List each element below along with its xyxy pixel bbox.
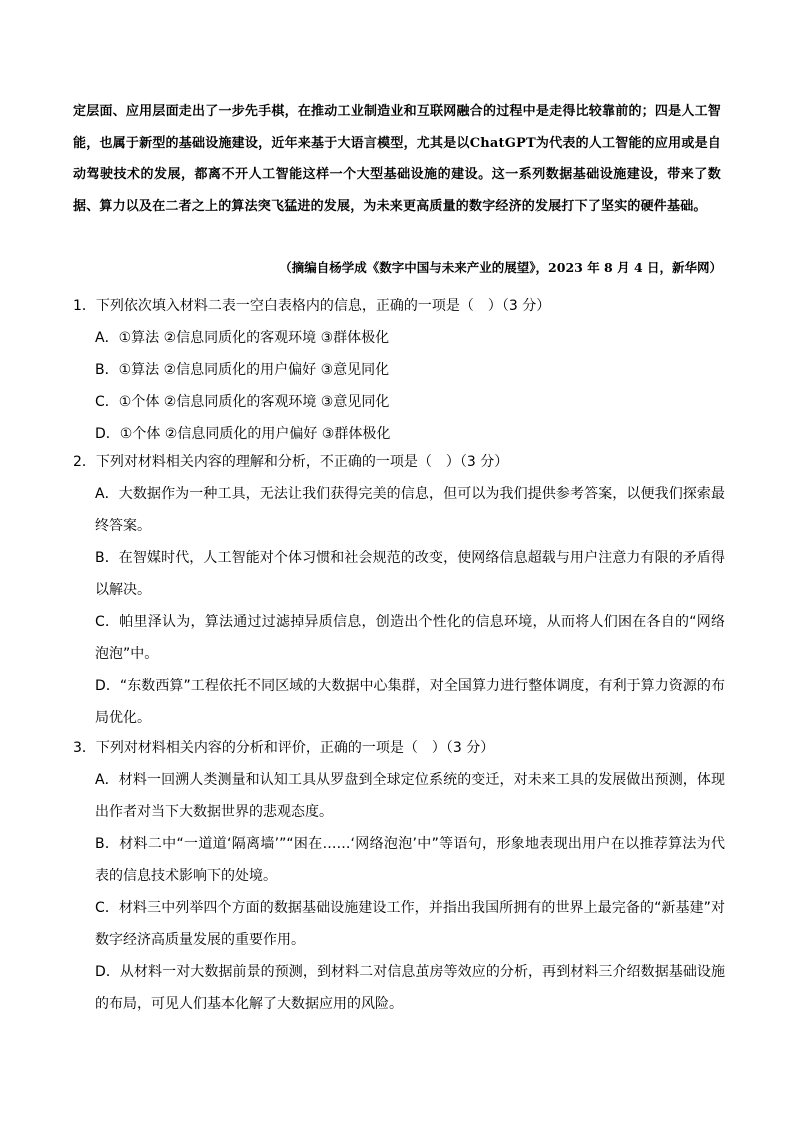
option-a: A．大数据作为一种工具，无法让我们获得完美的信息，但可以为我们提供参考答案，以便我们探索最终答案。 xyxy=(95,486,725,534)
option-b: B．①算法 ②信息同质化的用户偏好 ③意见同化 xyxy=(95,362,390,378)
option-c: C．材料三中列举四个方面的数据基础设施建设工作，并指出我国所拥有的世界上最完备的“新基建”对数字经济高质量发展的重要作用。 xyxy=(95,900,725,948)
passage-source: （摘编自杨学成《数字中国与未来产业的展望》，2023 年 8 月 4 日，新华网） xyxy=(279,260,722,275)
option-d: D．“东数西算”工程依托不同区域的大数据中心集群，对全国算力进行整体调度，有利于算力资源的布局优化。 xyxy=(95,678,725,726)
option-b: B．材料二中“一道道‘隔离墙’”“困在……‘网络泡泡’中”等语句，形象地表现出用户在以推荐算法为代表的信息技术影响下的处境。 xyxy=(95,836,725,884)
question-stem: 2．下列对材料相关内容的理解和分析，不正确的一项是（ ）（3 分） xyxy=(73,454,509,470)
question-1 xyxy=(73,290,725,450)
question-2 xyxy=(73,446,725,734)
question-stem: 3．下列对材料相关内容的分析和评价，正确的一项是（ ）（3 分） xyxy=(73,740,495,756)
option-c: C．帕里泽认为，算法通过过滤掉异质信息，创造出个性化的信息环境，从而将人们困在各自的“网络泡泡”中。 xyxy=(95,614,725,662)
question-stem: 1．下列依次填入材料二表一空白表格内的信息，正确的一项是（ ）（3 分） xyxy=(73,298,551,314)
option-b: B．在智媒时代，人工智能对个体习惯和社会规范的改变，使网络信息超载与用户注意力有限的矛盾得以解决。 xyxy=(95,550,725,598)
option-c: C．①个体 ②信息同质化的客观环境 ③意见同化 xyxy=(95,394,390,410)
option-d: D．从材料一对大数据前景的预测，到材料二对信息茧房等效应的分析，再到材料三介绍数据基础设施的布局，可见人们基本化解了大数据应用的风险。 xyxy=(95,964,725,1012)
option-d: D．①个体 ②信息同质化的用户偏好 ③群体极化 xyxy=(95,426,391,442)
option-a: A．①算法 ②信息同质化的客观环境 ③群体极化 xyxy=(95,330,390,346)
question-3 xyxy=(73,732,725,1020)
passage-text: 定层面、应用层面走出了一步先手棋，在推动工业制造业和互联网融合的过程中是走得比较靠前的；四是人工智能，也属于新型的基础设施建设，近年来基于大语言模型，尤其是以ChatGPT为代表的人工智能的应用或是自动驾驶技术的发展，都离不开人工智能这样一个大型基础设施的建设。这一系列数据基础设施建设，带来了数据、算力以及在二者之上的算法突飞猛进的发展，为未来更高质量的数字经济的发展打下了坚实的硬件基础。 xyxy=(73,104,721,214)
option-a: A．材料一回溯人类测量和认知工具从罗盘到全球定位系统的变迁，对未来工具的发展做出预测，体现出作者对当下大数据世界的悲观态度。 xyxy=(95,772,725,820)
